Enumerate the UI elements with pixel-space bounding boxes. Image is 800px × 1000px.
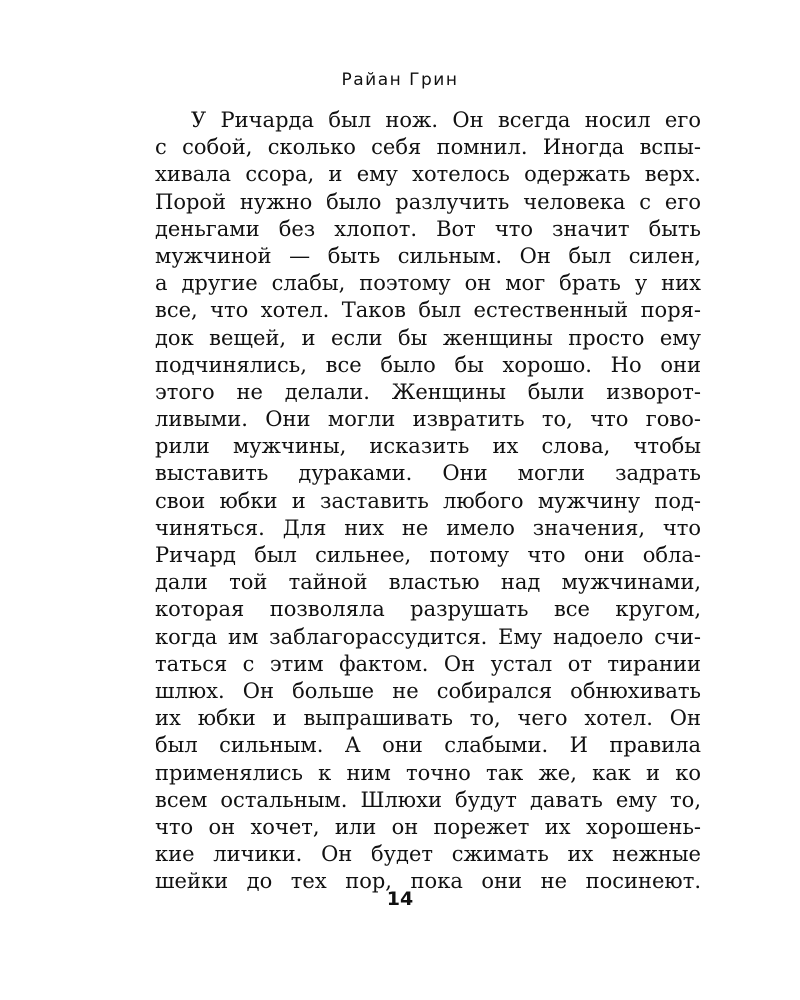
running-header-author: Райан Грин bbox=[341, 70, 459, 90]
text-line: ливыми. Они могли извратить то, что гово- bbox=[155, 407, 701, 432]
text-line: с собой, сколько себя помнил. Иногда вспы- bbox=[155, 135, 701, 160]
text-line: шейки до тех пор, пока они не посинеют. bbox=[155, 869, 701, 894]
text-line: рили мужчины, исказить их слова, чтобы bbox=[155, 434, 701, 459]
text-line: дали той тайной властью над мужчинами, bbox=[155, 570, 701, 595]
text-line: все, что хотел. Таков был естественный поря- bbox=[155, 298, 701, 323]
text-line: когда им заблагорассудится. Ему надоело счи- bbox=[155, 624, 701, 649]
text-line: мужчиной — быть сильным. Он был силен, bbox=[155, 243, 701, 268]
text-line: У Ричарда был нож. Он всегда носил его bbox=[191, 108, 701, 132]
text-line: применялись к ним точно так же, как и ко bbox=[155, 760, 701, 785]
text-line: таться с этим фактом. Он устал от тирании bbox=[155, 651, 701, 676]
text-line: Ричард был сильнее, потому что они обла- bbox=[155, 543, 701, 567]
text-line: всем остальным. Шлюхи будут давать ему то, bbox=[155, 787, 701, 812]
text-line: хивала ссора, и ему хотелось одержать верх. bbox=[155, 162, 701, 187]
text-line: выставить дураками. Они могли задрать bbox=[155, 461, 701, 486]
text-line: подчинялись, все было бы хорошо. Но они bbox=[155, 352, 701, 377]
body-text bbox=[155, 107, 701, 895]
text-line: док вещей, и если бы женщины просто ему bbox=[155, 325, 701, 350]
text-line: чиняться. Для них не имело значения, что bbox=[155, 515, 701, 540]
text-line: а другие слабы, поэтому он мог брать у них bbox=[155, 271, 701, 296]
text-line: шлюх. Он больше не собирался обнюхивать bbox=[155, 678, 701, 703]
page-number: 14 bbox=[386, 888, 414, 910]
text-line: которая позволяла разрушать все кругом, bbox=[155, 597, 701, 622]
text-line: их юбки и выпрашивать то, чего хотел. Он bbox=[155, 706, 701, 731]
text-line: Порой нужно было разлучить человека с его bbox=[155, 189, 701, 214]
text-line: кие личики. Он будет сжимать их нежные bbox=[155, 842, 701, 867]
text-line: свои юбки и заставить любого мужчину под- bbox=[155, 488, 701, 513]
text-line: деньгами без хлопот. Вот что значит быть bbox=[155, 216, 701, 241]
text-line: этого не делали. Женщины были изворот- bbox=[155, 379, 701, 404]
text-line: что он хочет, или он порежет их хорошень- bbox=[155, 814, 701, 839]
text-line: был сильным. А они слабыми. И правила bbox=[155, 733, 701, 758]
